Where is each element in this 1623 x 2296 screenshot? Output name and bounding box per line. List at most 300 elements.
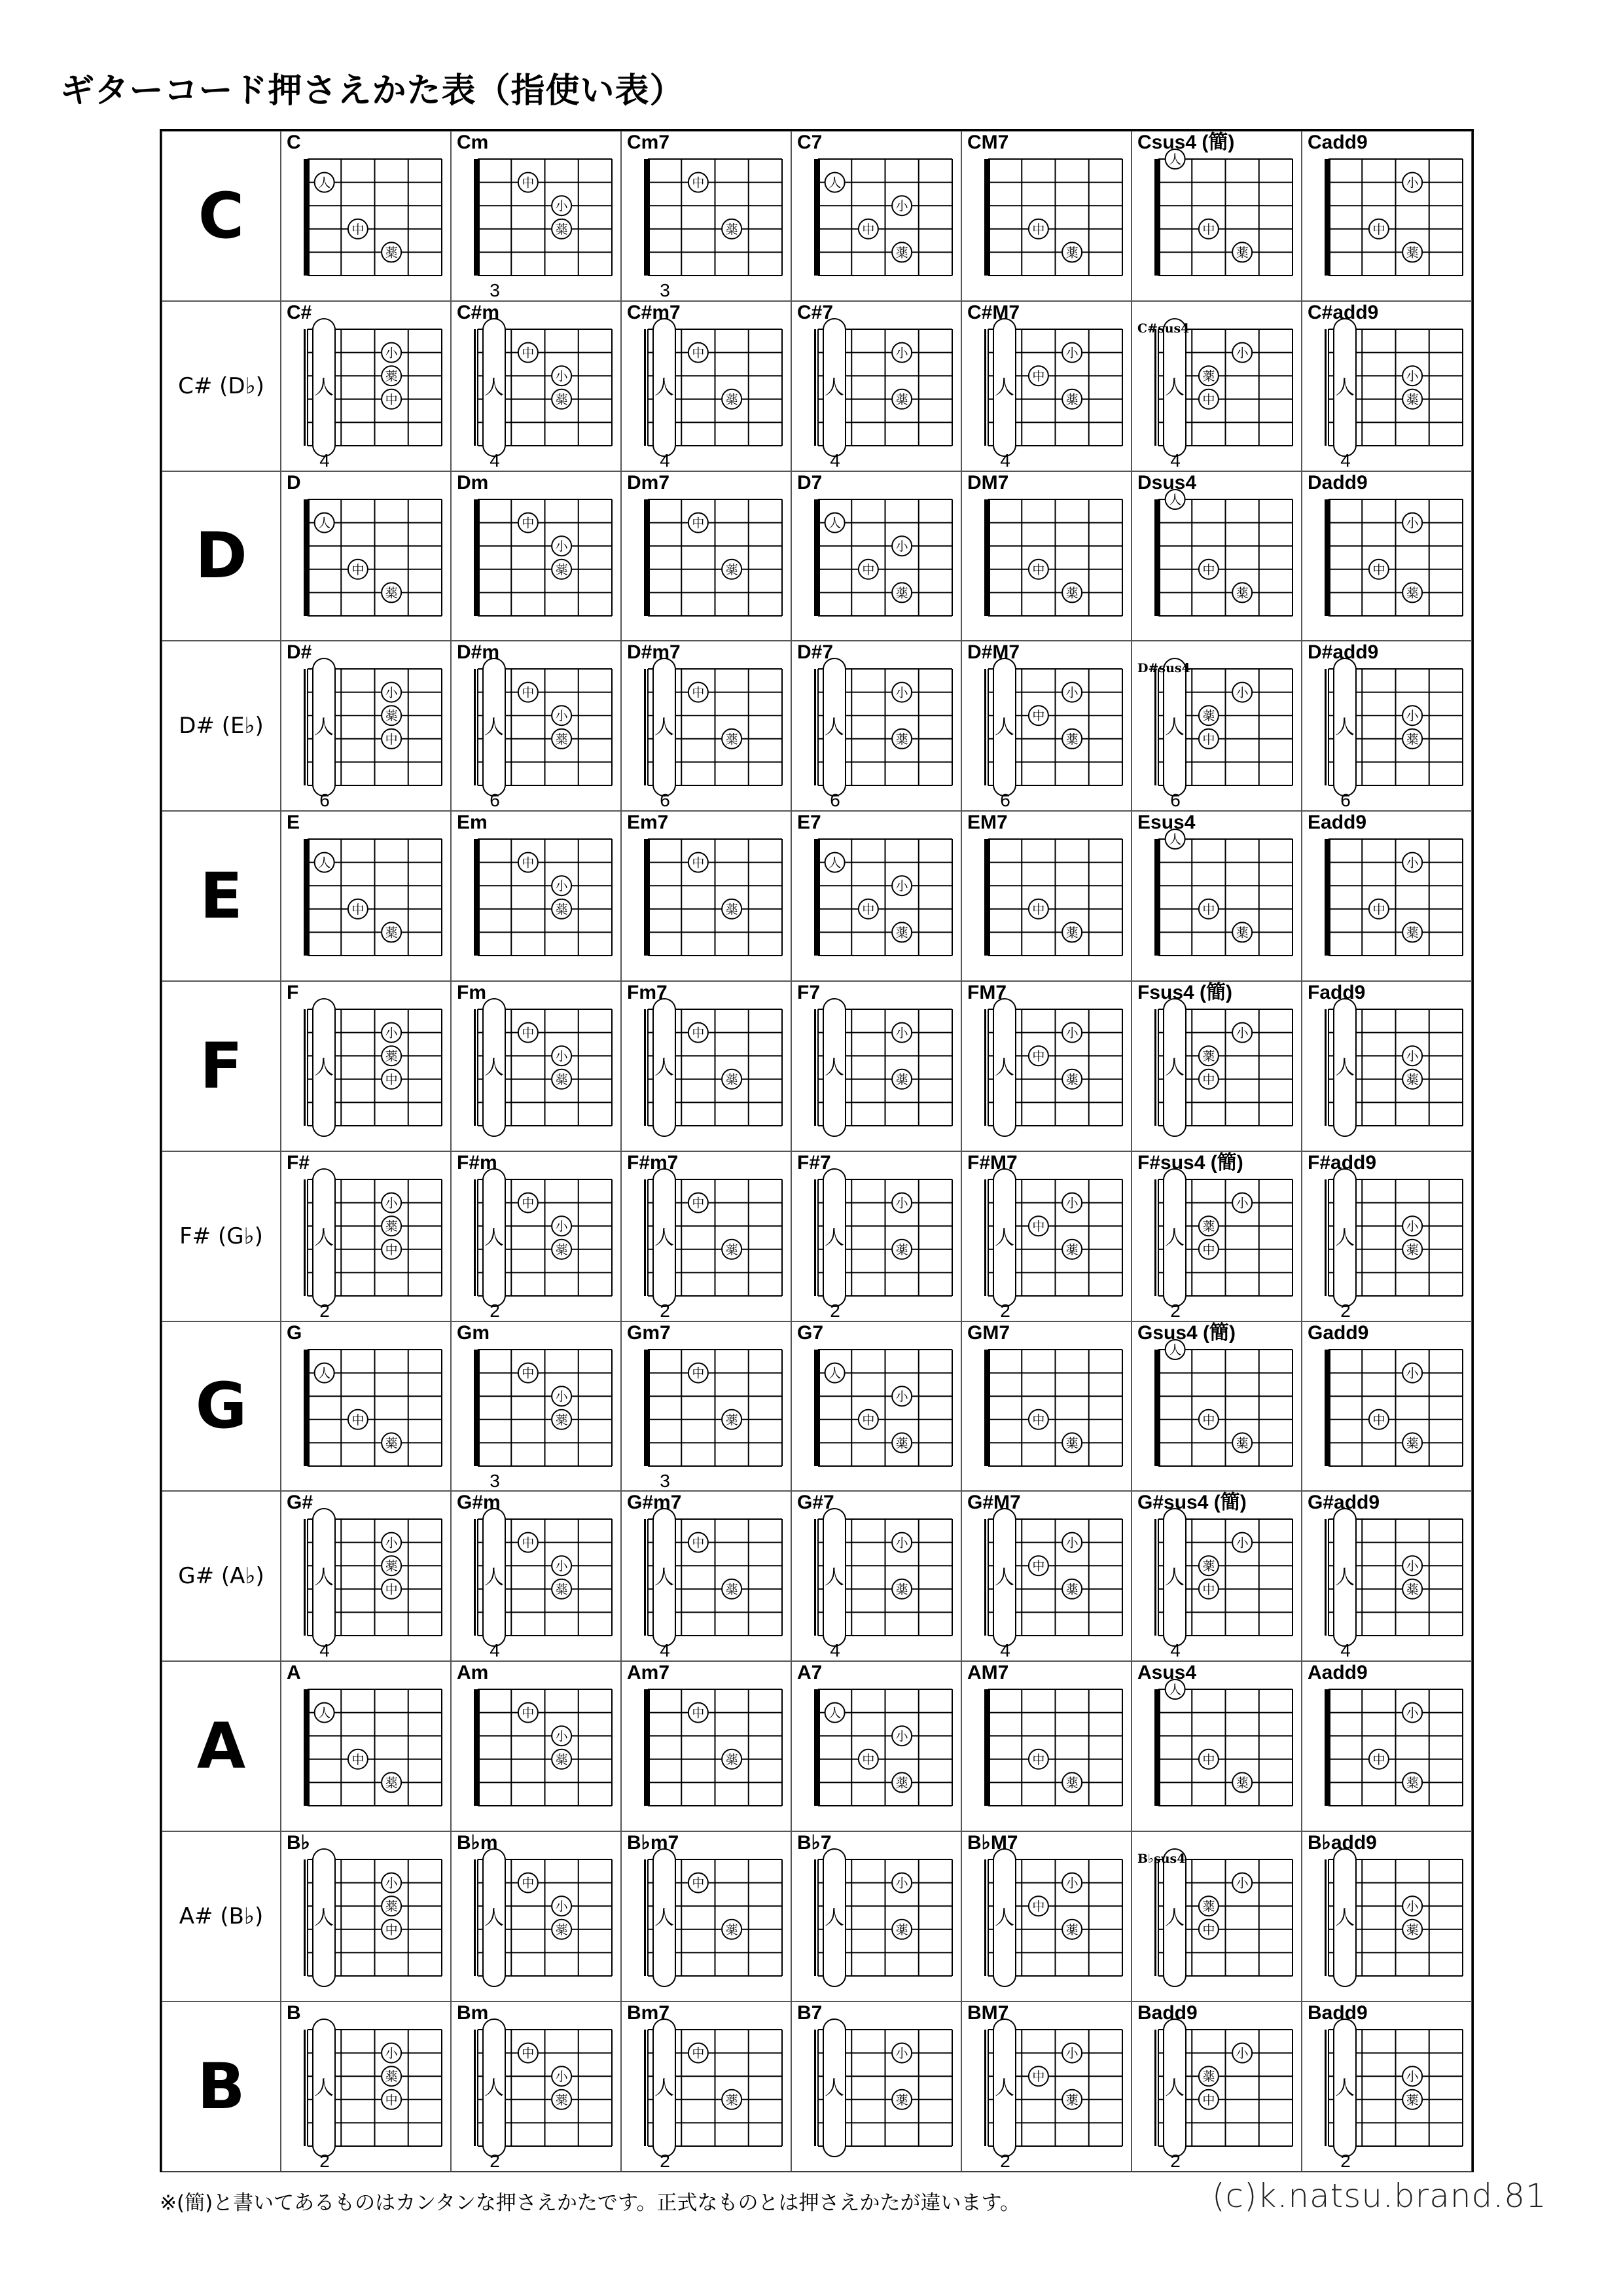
finger-label: 薬 bbox=[555, 392, 568, 407]
chord-cell bbox=[1302, 641, 1472, 811]
finger-label: 人 bbox=[1169, 1342, 1182, 1357]
barre-finger-label: 人 bbox=[314, 1907, 334, 1929]
chord-name: D#m bbox=[457, 641, 500, 664]
finger-label: 中 bbox=[692, 1535, 705, 1551]
barre-finger-label: 人 bbox=[484, 716, 504, 740]
chord-cell bbox=[961, 811, 1132, 981]
nut bbox=[1154, 1009, 1156, 1126]
chord-cell bbox=[281, 1151, 451, 1321]
row-label bbox=[162, 641, 281, 811]
finger-label: 小 bbox=[1406, 1706, 1419, 1721]
barre-finger-label: 人 bbox=[1165, 376, 1185, 399]
chord-name: G#7 bbox=[797, 1492, 834, 1514]
nut bbox=[1154, 1859, 1156, 1976]
nut bbox=[644, 2030, 646, 2146]
finger-label: 小 bbox=[385, 1196, 398, 1211]
chord-name: AM7 bbox=[967, 1662, 1009, 1684]
chord-diagram bbox=[281, 982, 452, 1152]
fret-number: 4 bbox=[830, 1640, 840, 1661]
nut bbox=[984, 1689, 990, 1806]
finger-label: 薬 bbox=[725, 1752, 738, 1767]
chord-name: G7 bbox=[797, 1321, 824, 1344]
chord-cell bbox=[281, 131, 451, 301]
chord-diagram bbox=[792, 1492, 962, 1662]
finger-label: 薬 bbox=[895, 1072, 908, 1087]
nut bbox=[1325, 1179, 1327, 1296]
chord-diagram bbox=[281, 2002, 452, 2172]
chord-cell bbox=[621, 1661, 791, 1831]
finger-label: 薬 bbox=[1065, 1583, 1079, 1598]
nut bbox=[984, 1009, 986, 1126]
nut bbox=[474, 1009, 476, 1126]
chord-diagram bbox=[281, 1662, 452, 1832]
finger-label: 小 bbox=[555, 1729, 568, 1744]
finger-label: 薬 bbox=[1202, 1559, 1215, 1574]
nut bbox=[1154, 2030, 1156, 2146]
chord-diagram bbox=[622, 812, 792, 982]
chord-diagram bbox=[1132, 2002, 1302, 2172]
barre-finger-label: 人 bbox=[314, 1566, 334, 1590]
barre-finger-label: 人 bbox=[484, 1566, 504, 1590]
chord-diagram bbox=[962, 2002, 1132, 2172]
chord-diagram bbox=[622, 1832, 792, 2002]
chord-name: A bbox=[287, 1662, 301, 1684]
finger-label: 薬 bbox=[1202, 2069, 1215, 2084]
chord-name: Cm bbox=[457, 132, 489, 153]
chord-diagram bbox=[1302, 1322, 1472, 1492]
row-label bbox=[162, 1831, 281, 2001]
finger-label: 小 bbox=[895, 685, 908, 700]
chord-cell bbox=[451, 1661, 621, 1831]
finger-label: 小 bbox=[1406, 1366, 1419, 1381]
chord-name: Fadd9 bbox=[1308, 982, 1366, 1003]
barre-finger-label: 人 bbox=[995, 2076, 1014, 2100]
finger-label: 中 bbox=[522, 1366, 535, 1381]
chord-name: Dm bbox=[457, 471, 489, 493]
finger-label: 小 bbox=[895, 1026, 908, 1041]
chord-name: GM7 bbox=[967, 1321, 1010, 1344]
finger-label: 薬 bbox=[1406, 392, 1419, 407]
chord-diagram bbox=[281, 1152, 452, 1322]
chord-diagram bbox=[281, 1832, 452, 2002]
chord-cell bbox=[1132, 1151, 1302, 1321]
chord-cell bbox=[1302, 2001, 1472, 2172]
nut bbox=[1325, 2030, 1327, 2146]
finger-label: 薬 bbox=[1406, 1583, 1419, 1598]
barre-finger-label: 人 bbox=[1335, 1566, 1355, 1590]
finger-label: 中 bbox=[351, 222, 365, 237]
chord-name: G#m7 bbox=[627, 1492, 682, 1514]
row-label-text: G bbox=[195, 1369, 247, 1443]
chord-diagram bbox=[1132, 1152, 1302, 1322]
finger-label: 薬 bbox=[555, 902, 568, 917]
chord-cell bbox=[1132, 301, 1302, 471]
nut bbox=[814, 159, 820, 276]
chord-diagram bbox=[452, 1492, 622, 1662]
finger-label: 人 bbox=[1169, 833, 1182, 848]
finger-label: 薬 bbox=[1065, 2092, 1079, 2108]
nut bbox=[814, 1689, 820, 1806]
nut bbox=[1325, 1519, 1327, 1636]
fret-number: 2 bbox=[1170, 1300, 1181, 1321]
chord-diagram bbox=[962, 1492, 1132, 1662]
barre-finger-label: 人 bbox=[314, 2076, 334, 2100]
finger-label: 中 bbox=[385, 732, 398, 747]
chord-diagram bbox=[452, 1832, 622, 2002]
chord-cell bbox=[791, 641, 961, 811]
finger-label: 薬 bbox=[1202, 1219, 1215, 1234]
chord-name: Fsus4 (簡) bbox=[1137, 982, 1233, 1003]
chord-diagram bbox=[452, 812, 622, 982]
finger-label: 薬 bbox=[555, 2092, 568, 2108]
chord-name: Gm7 bbox=[627, 1321, 671, 1344]
finger-label: 薬 bbox=[725, 2092, 738, 2108]
chord-cell bbox=[281, 471, 451, 641]
chord-cell bbox=[1132, 2001, 1302, 2172]
nut bbox=[644, 159, 650, 276]
fret-number: 2 bbox=[1170, 2150, 1181, 2171]
row-label-text: C bbox=[198, 179, 245, 253]
chord-cell bbox=[281, 1831, 451, 2001]
chord-cell bbox=[1132, 1321, 1302, 1492]
finger-label: 中 bbox=[862, 1412, 875, 1427]
fret-number: 2 bbox=[490, 1300, 500, 1321]
nut bbox=[474, 499, 480, 616]
finger-label: 小 bbox=[895, 879, 908, 894]
finger-label: 小 bbox=[1406, 855, 1419, 870]
nut bbox=[814, 1519, 816, 1636]
chord-diagram bbox=[452, 641, 622, 812]
chord-name: Fm7 bbox=[627, 982, 668, 1003]
barre-finger-label: 人 bbox=[1335, 716, 1355, 740]
fret-number: 6 bbox=[1000, 790, 1010, 811]
barre-finger-label: 人 bbox=[995, 716, 1014, 740]
nut bbox=[304, 2030, 306, 2146]
barre-finger-label: 人 bbox=[825, 1907, 844, 1929]
fret-number: 2 bbox=[1340, 1300, 1351, 1321]
barre-finger-label: 人 bbox=[1335, 1226, 1355, 1249]
nut bbox=[814, 1350, 820, 1466]
row-label bbox=[162, 1491, 281, 1661]
finger-label: 薬 bbox=[555, 562, 568, 577]
nut bbox=[984, 499, 990, 616]
fret-number: 4 bbox=[660, 450, 670, 471]
finger-label: 小 bbox=[555, 1559, 568, 1574]
chord-cell bbox=[961, 2001, 1132, 2172]
chord-diagram bbox=[1302, 132, 1472, 302]
chord-cell bbox=[791, 1661, 961, 1831]
chord-cell bbox=[621, 811, 791, 981]
chord-diagram bbox=[1302, 472, 1472, 642]
nut bbox=[984, 159, 990, 276]
fret-number: 6 bbox=[660, 790, 670, 811]
chord-name: Fm bbox=[457, 982, 486, 1003]
chord-name: B♭m bbox=[457, 1832, 498, 1854]
nut bbox=[1325, 1009, 1327, 1126]
fret-number: 4 bbox=[660, 1640, 670, 1661]
chord-diagram bbox=[281, 1322, 452, 1492]
finger-label: 小 bbox=[385, 346, 398, 361]
chord-diagram bbox=[792, 1662, 962, 1832]
finger-label: 中 bbox=[522, 175, 535, 190]
chord-name: C#m bbox=[457, 301, 500, 323]
chord-cell bbox=[1132, 131, 1302, 301]
finger-label: 小 bbox=[895, 1876, 908, 1891]
chord-diagram bbox=[962, 1152, 1132, 1322]
finger-label: 薬 bbox=[895, 925, 908, 941]
chord-diagram bbox=[1132, 1322, 1302, 1492]
finger-label: 小 bbox=[385, 685, 398, 700]
barre-finger-label: 人 bbox=[484, 1907, 504, 1929]
nut bbox=[984, 1859, 986, 1976]
barre-finger-label: 人 bbox=[314, 376, 334, 399]
finger-label: 中 bbox=[1032, 1559, 1045, 1574]
finger-label: 小 bbox=[895, 1535, 908, 1551]
chord-name: C#m7 bbox=[627, 301, 681, 323]
chord-diagram bbox=[1132, 812, 1302, 982]
chord-diagram bbox=[1132, 132, 1302, 302]
finger-label: 薬 bbox=[895, 1242, 908, 1257]
barre-finger-label: 人 bbox=[654, 1226, 674, 1249]
finger-label: 薬 bbox=[725, 732, 738, 747]
chord-name: D#7 bbox=[797, 641, 834, 664]
chord-cell bbox=[621, 1321, 791, 1492]
finger-label: 中 bbox=[862, 902, 875, 917]
finger-label: 小 bbox=[1406, 2069, 1419, 2084]
nut bbox=[644, 329, 646, 446]
chord-cell bbox=[621, 2001, 791, 2172]
finger-label: 中 bbox=[1202, 2092, 1215, 2108]
finger-label: 薬 bbox=[1065, 392, 1079, 407]
barre-finger-label: 人 bbox=[825, 2076, 844, 2100]
chord-cell bbox=[961, 131, 1132, 301]
nut bbox=[644, 1689, 650, 1806]
chord-name: E bbox=[287, 812, 300, 834]
row-label-text: A bbox=[196, 1710, 246, 1784]
finger-label: 小 bbox=[555, 1219, 568, 1234]
nut bbox=[1154, 1689, 1160, 1806]
chord-name: G#m bbox=[457, 1492, 501, 1514]
finger-label: 中 bbox=[692, 1026, 705, 1041]
barre-finger-label: 人 bbox=[1335, 2076, 1355, 2100]
finger-label: 中 bbox=[1372, 1412, 1385, 1427]
finger-label: 人 bbox=[318, 1366, 331, 1381]
finger-label: 中 bbox=[1032, 222, 1045, 237]
nut bbox=[1154, 669, 1156, 785]
chord-table bbox=[160, 129, 1474, 2172]
finger-label: 小 bbox=[895, 1389, 908, 1404]
finger-label: 薬 bbox=[1202, 709, 1215, 724]
finger-label: 中 bbox=[1032, 2069, 1045, 2084]
finger-label: 薬 bbox=[725, 562, 738, 577]
barre-finger-label: 人 bbox=[1165, 1056, 1185, 1079]
finger-label: 中 bbox=[1032, 1049, 1045, 1064]
chord-cell bbox=[1302, 301, 1472, 471]
finger-label: 中 bbox=[692, 1876, 705, 1891]
chord-name: Gadd9 bbox=[1308, 1321, 1369, 1344]
chord-diagram bbox=[792, 641, 962, 812]
chord-name: Bm bbox=[457, 2001, 489, 2024]
nut bbox=[814, 1859, 816, 1976]
finger-label: 薬 bbox=[1236, 1435, 1249, 1450]
chord-diagram bbox=[792, 1152, 962, 1322]
chord-diagram bbox=[452, 982, 622, 1152]
finger-label: 薬 bbox=[725, 902, 738, 917]
chord-cell bbox=[961, 1491, 1132, 1661]
fret-number: 3 bbox=[660, 1470, 670, 1491]
finger-label: 中 bbox=[1202, 1583, 1215, 1598]
nut bbox=[474, 669, 476, 785]
finger-label: 薬 bbox=[1406, 2092, 1419, 2108]
finger-label: 小 bbox=[555, 368, 568, 384]
chord-name: B7 bbox=[797, 2001, 823, 2024]
chord-name: F#M7 bbox=[967, 1151, 1018, 1174]
fret-number: 4 bbox=[1340, 450, 1351, 471]
footer-credit: (c)k.natsu.brand.81 bbox=[1212, 2177, 1547, 2215]
row-label bbox=[162, 2001, 281, 2172]
finger-label: 小 bbox=[1065, 1876, 1079, 1891]
finger-label: 中 bbox=[1032, 562, 1045, 577]
chord-diagram bbox=[622, 1152, 792, 1322]
fret-number: 2 bbox=[1000, 1300, 1010, 1321]
nut bbox=[984, 669, 986, 785]
chord-diagram bbox=[962, 1832, 1132, 2002]
row-label bbox=[162, 131, 281, 301]
nut bbox=[1325, 329, 1327, 446]
chord-cell bbox=[281, 981, 451, 1151]
nut bbox=[644, 499, 650, 616]
nut bbox=[1325, 159, 1330, 276]
finger-label: 薬 bbox=[1236, 585, 1249, 600]
finger-label: 中 bbox=[385, 1583, 398, 1598]
chord-name: B♭m7 bbox=[627, 1832, 679, 1854]
nut bbox=[1154, 329, 1156, 446]
nut bbox=[1325, 669, 1327, 785]
finger-label: 薬 bbox=[555, 1412, 568, 1427]
chord-diagram bbox=[1302, 1152, 1472, 1322]
nut bbox=[1154, 1519, 1156, 1636]
chord-diagram bbox=[792, 2002, 962, 2172]
finger-label: 薬 bbox=[1202, 1049, 1215, 1064]
finger-label: 中 bbox=[1202, 1242, 1215, 1257]
finger-label: 薬 bbox=[1236, 925, 1249, 941]
finger-label: 小 bbox=[1236, 1196, 1249, 1211]
finger-label: 小 bbox=[1406, 175, 1419, 190]
finger-label: 薬 bbox=[385, 585, 398, 600]
chord-diagram bbox=[792, 302, 962, 472]
chord-name: F#sus4 (簡) bbox=[1137, 1151, 1243, 1174]
finger-label: 中 bbox=[862, 562, 875, 577]
chord-cell bbox=[1302, 131, 1472, 301]
barre-finger-label: 人 bbox=[1165, 2076, 1185, 2100]
nut bbox=[984, 1519, 986, 1636]
finger-label: 中 bbox=[522, 685, 535, 700]
chord-diagram bbox=[622, 1322, 792, 1492]
barre-finger-label: 人 bbox=[995, 1907, 1014, 1929]
chord-name: Am bbox=[457, 1662, 489, 1684]
barre-finger-label: 人 bbox=[995, 1056, 1014, 1079]
finger-label: 中 bbox=[522, 2046, 535, 2061]
barre-finger-label: 人 bbox=[484, 1056, 504, 1079]
chord-cell bbox=[961, 1831, 1132, 2001]
finger-label: 中 bbox=[692, 1196, 705, 1211]
finger-label: 小 bbox=[1406, 368, 1419, 384]
finger-label: 中 bbox=[1202, 1072, 1215, 1087]
finger-label: 薬 bbox=[1236, 1776, 1249, 1791]
finger-label: 小 bbox=[555, 1389, 568, 1404]
finger-label: 小 bbox=[1065, 346, 1079, 361]
nut bbox=[814, 499, 820, 616]
row-label-text: D# (E♭) bbox=[179, 713, 264, 740]
finger-label: 中 bbox=[692, 346, 705, 361]
row-label-text: F# (G♭) bbox=[179, 1223, 263, 1249]
nut bbox=[1154, 499, 1160, 616]
chord-name: B bbox=[287, 2001, 301, 2024]
chord-diagram bbox=[622, 641, 792, 812]
finger-label: 人 bbox=[1169, 1683, 1182, 1698]
barre-finger-label: 人 bbox=[654, 1056, 674, 1079]
chord-cell bbox=[451, 641, 621, 811]
chord-name: Em bbox=[457, 812, 488, 834]
nut bbox=[304, 669, 306, 785]
barre-finger-label: 人 bbox=[995, 1226, 1014, 1249]
finger-label: 中 bbox=[522, 1196, 535, 1211]
finger-label: 中 bbox=[1202, 1922, 1215, 1937]
chord-cell bbox=[961, 1661, 1132, 1831]
chord-cell bbox=[451, 811, 621, 981]
chord-name: Cm7 bbox=[627, 132, 670, 153]
finger-label: 薬 bbox=[385, 925, 398, 941]
finger-label: 薬 bbox=[1406, 1922, 1419, 1937]
finger-label: 薬 bbox=[555, 1752, 568, 1767]
nut bbox=[304, 1179, 306, 1296]
finger-label: 中 bbox=[1032, 368, 1045, 384]
chord-diagram bbox=[1132, 472, 1302, 642]
finger-label: 薬 bbox=[725, 1072, 738, 1087]
chord-cell bbox=[451, 2001, 621, 2172]
chord-diagram bbox=[792, 982, 962, 1152]
finger-label: 薬 bbox=[895, 1583, 908, 1598]
finger-label: 人 bbox=[318, 855, 331, 870]
chord-name: Eadd9 bbox=[1308, 812, 1367, 834]
finger-label: 薬 bbox=[555, 1583, 568, 1598]
finger-label: 中 bbox=[1032, 709, 1045, 724]
finger-label: 薬 bbox=[1406, 925, 1419, 941]
chord-diagram bbox=[792, 472, 962, 642]
finger-label: 中 bbox=[862, 222, 875, 237]
finger-label: 小 bbox=[895, 1729, 908, 1744]
chord-name: G#sus4 (簡) bbox=[1137, 1492, 1247, 1514]
finger-label: 薬 bbox=[385, 2069, 398, 2084]
chord-diagram bbox=[622, 472, 792, 642]
chord-diagram bbox=[622, 1492, 792, 1662]
chord-name: F bbox=[287, 982, 299, 1003]
chord-name: D#sus4 bbox=[1137, 661, 1190, 676]
finger-label: 薬 bbox=[1406, 245, 1419, 260]
finger-label: 人 bbox=[829, 855, 842, 870]
fret-number: 2 bbox=[660, 2150, 670, 2171]
finger-label: 薬 bbox=[555, 1242, 568, 1257]
finger-label: 薬 bbox=[555, 1072, 568, 1087]
chord-diagram bbox=[452, 1662, 622, 1832]
chord-diagram bbox=[1302, 982, 1472, 1152]
finger-label: 中 bbox=[351, 1752, 365, 1767]
chord-cell bbox=[1132, 811, 1302, 981]
footer-note: ※(簡)と書いてあるものはカンタンな押さえかたです。正式なものとは押さえかたが違います。 bbox=[160, 2191, 1020, 2215]
fret-number: 6 bbox=[830, 790, 840, 811]
fret-number: 4 bbox=[830, 450, 840, 471]
finger-label: 人 bbox=[318, 175, 331, 190]
